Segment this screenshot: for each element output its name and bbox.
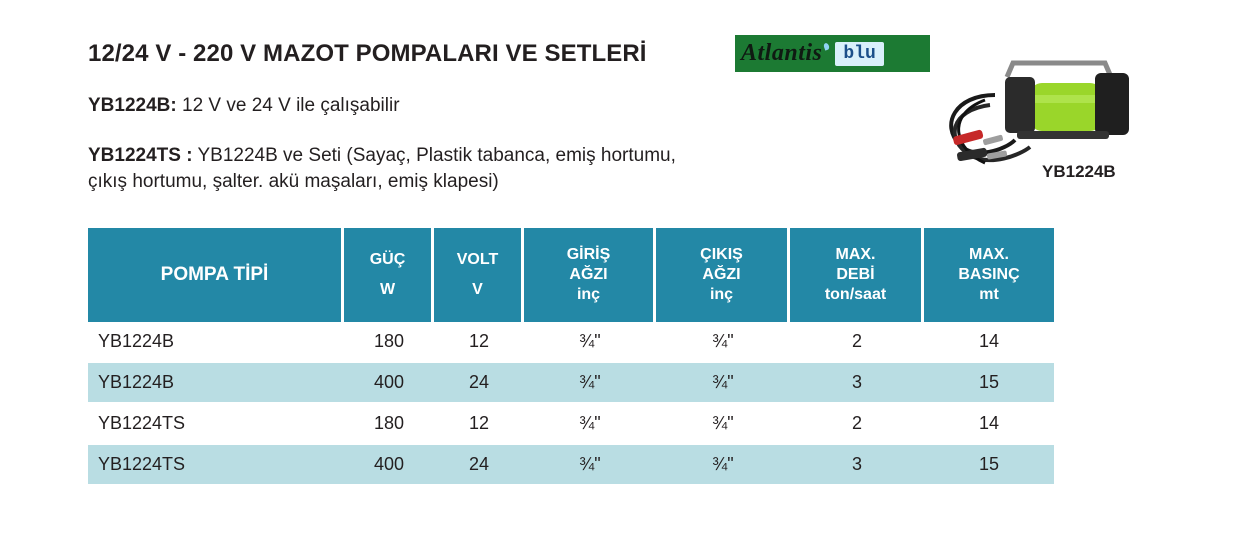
- cell-power: 400: [344, 445, 434, 486]
- cell-pump-type: YB1224B: [88, 363, 344, 404]
- cell-inlet: ¾": [524, 322, 656, 363]
- cell-pump-type: YB1224TS: [88, 404, 344, 445]
- cell-max-flow: 3: [790, 445, 924, 486]
- cell-max-flow: 2: [790, 404, 924, 445]
- cell-max-pressure: 15: [924, 445, 1054, 486]
- column-header-pump-type: POMPA TİPİ: [88, 228, 344, 322]
- cell-volt: 24: [434, 363, 524, 404]
- column-header-outlet: ÇIKIŞ AĞZI inç: [656, 228, 790, 322]
- cell-inlet: ¾": [524, 445, 656, 486]
- cell-outlet: ¾": [656, 404, 790, 445]
- description-line-3: [88, 171, 499, 193]
- atlantis-blu-logo: [735, 35, 930, 72]
- cell-max-flow: 2: [790, 322, 924, 363]
- table-row: [88, 445, 1054, 486]
- product-caption: YB1224B: [1042, 162, 1116, 181]
- cell-outlet: ¾": [656, 445, 790, 486]
- pump-spec-table: [88, 228, 1054, 486]
- cell-power: 180: [344, 404, 434, 445]
- description-text: 12 V ve 24 V ile çalışabilir: [176, 95, 400, 116]
- column-header-max-flow: MAX. DEBİ ton/saat: [790, 228, 924, 322]
- cell-outlet: ¾": [656, 322, 790, 363]
- cell-outlet: ¾": [656, 363, 790, 404]
- description-line-2: [88, 145, 676, 167]
- cell-inlet: ¾": [524, 363, 656, 404]
- cell-power: 180: [344, 322, 434, 363]
- logo-brand: Atlantis: [741, 40, 823, 66]
- cell-max-pressure: 14: [924, 404, 1054, 445]
- column-header-volt: VOLT V: [434, 228, 524, 322]
- column-header-inlet: GİRİŞ AĞZI inç: [524, 228, 656, 322]
- cell-power: 400: [344, 363, 434, 404]
- description-text: YB1224B ve Seti (Sayaç, Plastik tabanca, emiş hortumu,: [192, 145, 676, 166]
- description-line-1: [88, 95, 400, 117]
- description-text: çıkış hortumu, şalter. akü maşaları, emiş klapesi): [88, 171, 499, 192]
- table-row: [88, 404, 1054, 445]
- cell-pump-type: YB1224TS: [88, 445, 344, 486]
- column-header-power: GÜÇ W: [344, 228, 434, 322]
- cell-volt: 24: [434, 445, 524, 486]
- cell-inlet: ¾": [524, 404, 656, 445]
- table-header-row: [88, 228, 1054, 322]
- cell-pump-type: YB1224B: [88, 322, 344, 363]
- product-code: YB1224B:: [88, 95, 177, 116]
- table-row: [88, 322, 1054, 363]
- droplet-icon: [823, 42, 830, 50]
- cell-max-pressure: 15: [924, 363, 1054, 404]
- page-title: 12/24 V - 220 V MAZOT POMPALARI VE SETLERİ: [88, 40, 647, 67]
- logo-tag: blu: [835, 42, 883, 66]
- cell-volt: 12: [434, 322, 524, 363]
- cell-max-flow: 3: [790, 363, 924, 404]
- product-code: YB1224TS :: [88, 145, 193, 166]
- table-row: [88, 363, 1054, 404]
- cell-max-pressure: 14: [924, 322, 1054, 363]
- cell-volt: 12: [434, 404, 524, 445]
- column-header-max-pressure: MAX. BASINÇ mt: [924, 228, 1054, 322]
